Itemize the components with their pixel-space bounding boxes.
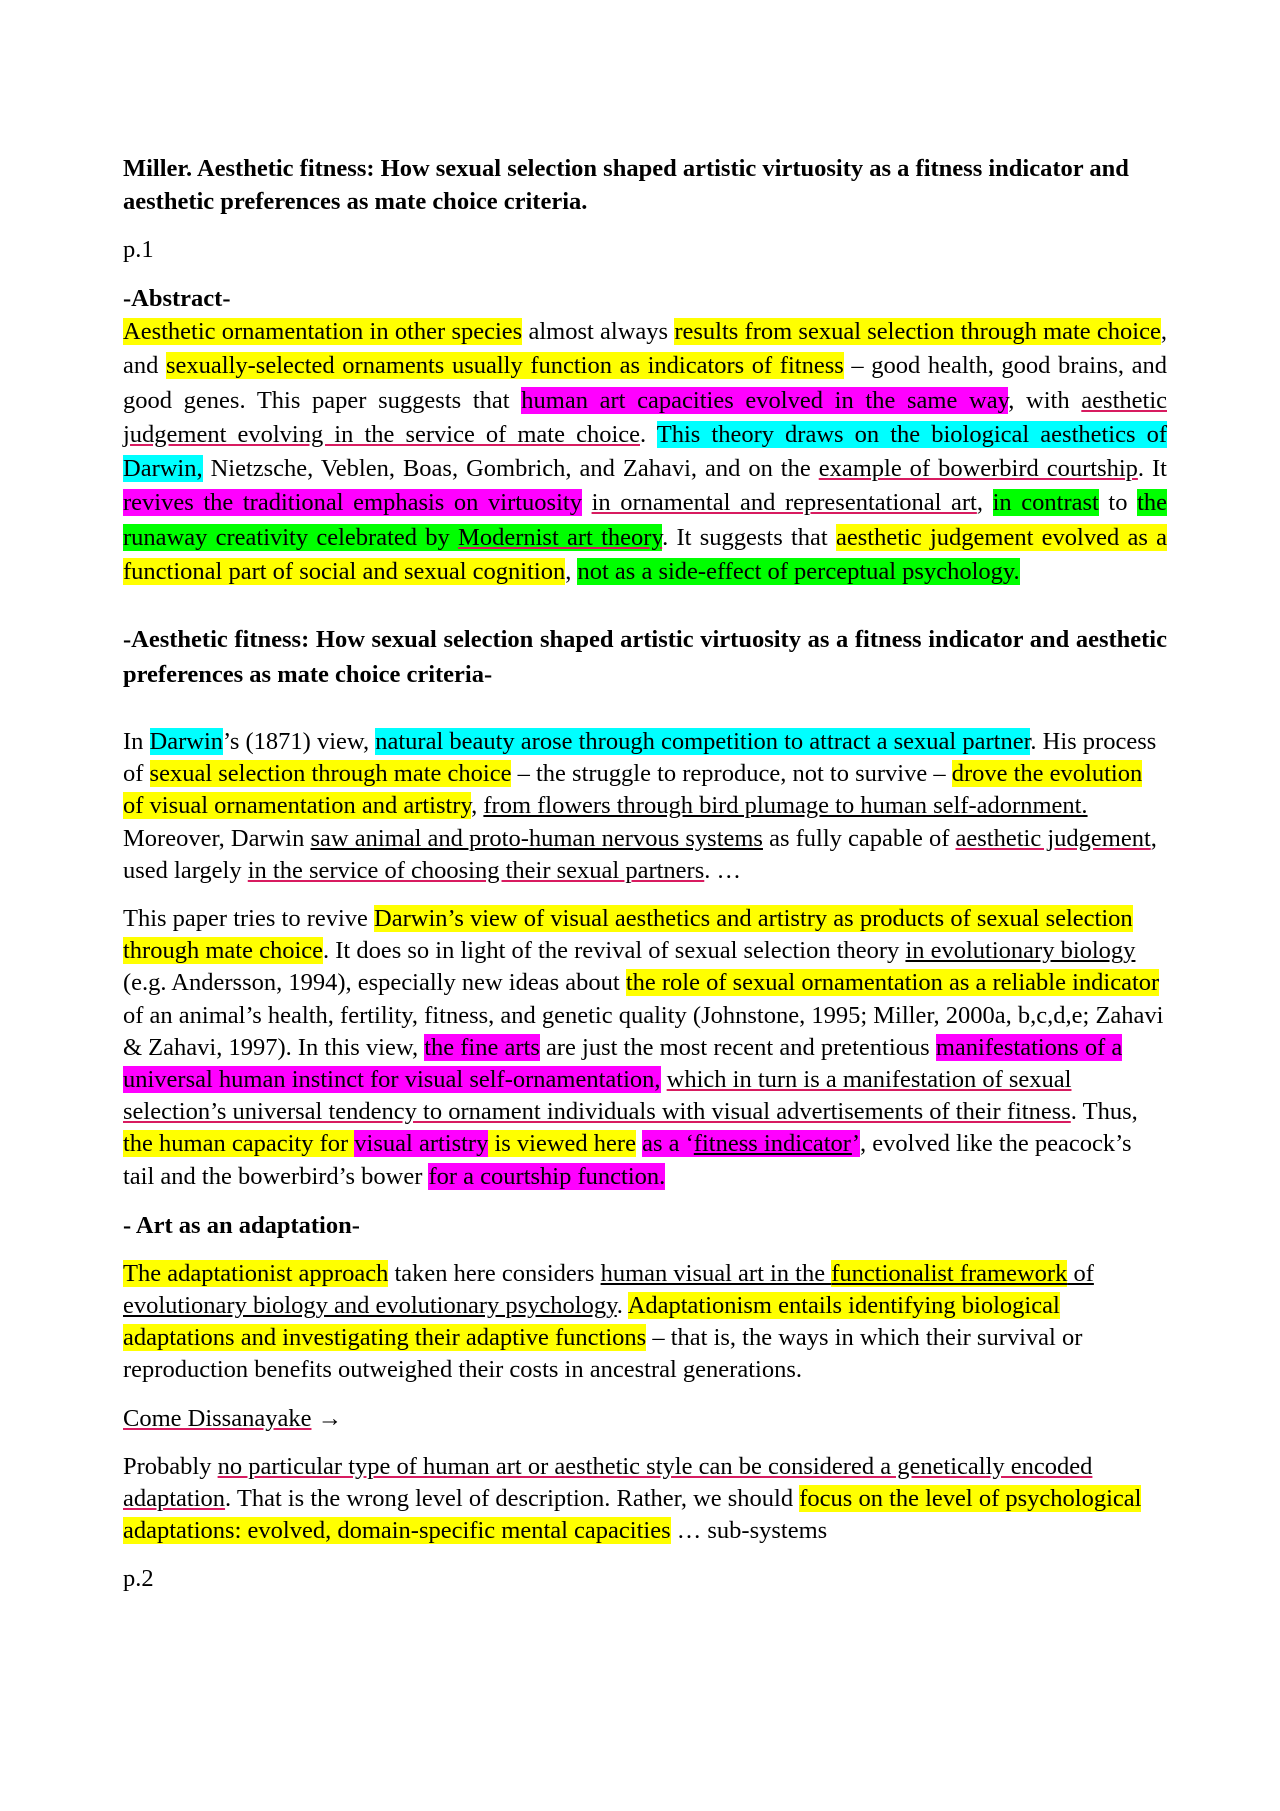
underline-black: saw animal and proto-human nervous systems — [310, 824, 763, 852]
underline-pink: no particular type of human art or aesthetic style can be considered a genetically encoded adaptation — [123, 1452, 1093, 1513]
abstract-heading: -Abstract- — [123, 285, 231, 312]
underline-pink: aesthetic judgement evolving in the service of mate choice — [123, 386, 1167, 448]
underline-pink: which in turn is a manifestation of sexual selection’s universal tendency to ornament individuals with visual advertisements of their fitness — [123, 1066, 1072, 1126]
text-run: . That is the wrong level of description. Rather, we should — [225, 1485, 800, 1513]
text-run: . His process of — [123, 727, 1157, 788]
underline-pink: Come Dissanayake — [123, 1404, 312, 1432]
highlight-yellow: the role of sexual ornamentation as a reliable indicator — [625, 969, 1160, 997]
highlight-yellow: aesthetic judgement evolved as a functional part of social and sexual cognition — [123, 523, 1167, 586]
paragraph-probably — [123, 1451, 1167, 1548]
text-run: . Thus, — [1070, 1098, 1138, 1126]
underline-pink: in ornamental and representational art — [591, 489, 977, 517]
text-run: . It — [1137, 455, 1167, 483]
text-run: the human capacity for — [123, 1130, 355, 1158]
text-run: Probably — [123, 1452, 218, 1480]
highlight-green: in contrast — [992, 489, 1099, 517]
text-run: . It does so in light of the revival of sexual selection theory — [323, 937, 906, 965]
highlight-yellow: sexual selection through mate choice — [149, 760, 512, 788]
highlight-yellow: The adaptationist approach — [123, 1259, 389, 1287]
underline-black: fitness indicator — [693, 1130, 852, 1158]
text-run: – the struggle to reproduce, not to survive – — [511, 760, 952, 788]
text-run: of evolutionary biology and evolutionary psychology — [123, 1259, 1094, 1320]
text-run: as fully capable of — [762, 824, 956, 852]
text-run: , — [976, 489, 993, 517]
highlight-cyan: Darwin — [149, 727, 224, 755]
text-run: This paper tries to revive — [123, 904, 375, 932]
underline-pink: in the service of choosing their sexual partners — [247, 856, 705, 884]
text-run: taken here considers — [388, 1259, 601, 1287]
text-run: … sub-systems — [670, 1517, 828, 1545]
highlight-yellow: Darwin’s view of visual aesthetics and artistry as products of sexual selection through mate choice — [123, 904, 1133, 965]
text-run: , with — [1008, 386, 1082, 414]
text-run: – that is, the ways in which their survival or reproduction benefits outweighed their costs in ancestral generations. — [123, 1324, 1083, 1384]
highlight-yellow: results from sexual selection through mate choice — [674, 318, 1161, 345]
text-run: Nietzsche, Veblen, Boas, Gombrich, and Zahavi, and on the — [202, 455, 819, 483]
text-run: almost always — [522, 318, 675, 345]
underline-pink: aesthetic judgement — [955, 824, 1151, 852]
text-run: , and — [123, 318, 1167, 380]
document-content — [123, 152, 1167, 1595]
text-run: . — [640, 420, 657, 448]
highlight-magenta: for a courtship function. — [428, 1162, 666, 1190]
text-run: In — [123, 727, 150, 755]
highlight-yellow: focus on the level of psychological adaptations: evolved, domain-specific mental capacities — [123, 1485, 1142, 1545]
underline-black: from flowers through bird plumage to human self-adornment. — [483, 792, 1088, 820]
art-adaptation-heading: - Art as an adaptation- — [123, 1211, 360, 1239]
text-run: as a ‘ — [642, 1130, 694, 1158]
paragraph-adaptationist — [123, 1258, 1167, 1387]
underline-pink: example of bowerbird courtship — [818, 455, 1138, 483]
highlight-green: not as a side-effect of perceptual psychology. — [577, 558, 1020, 586]
underline-black: in evolutionary biology — [905, 937, 1136, 965]
highlight-yellow: drove the evolution of visual ornamentation and artistry — [123, 760, 1143, 820]
page-label-2: p.2 — [123, 1565, 154, 1593]
highlight-yellow: functionalist framework — [831, 1259, 1068, 1287]
highlight-magenta: human art capacities evolved in the same way — [521, 386, 1009, 414]
text-run: – good health, good brains, and good genes. This paper suggests that — [123, 352, 1168, 414]
page-label-1: p.1 — [123, 236, 154, 263]
highlight-magenta: visual artistry — [354, 1130, 489, 1158]
text-run — [582, 489, 592, 516]
document-title: Miller. Aesthetic fitness: How sexual selection shaped artistic virtuosity as a fitness indicator and aesthetic preferences as mate choice criteria. — [123, 155, 1129, 215]
text-run: is viewed here — [488, 1130, 636, 1158]
text-run: the runaway creativity celebrated by — [123, 489, 1168, 551]
highlight-cyan: natural beauty arose through competition to attract a sexual partner — [375, 727, 1031, 755]
abstract-paragraph — [123, 315, 1167, 589]
highlight-magenta — [642, 1130, 860, 1157]
main-heading: -Aesthetic fitness: How sexual selection shaped artistic virtuosity as a fitness indicator and aesthetic preferences as mate choice criteria- — [123, 626, 1167, 688]
text-run: (e.g. Andersson, 1994), especially new ideas about — [123, 969, 626, 997]
highlight-yellow: Adaptationism entails identifying biological adaptations and investigating their adaptive functions — [123, 1292, 1060, 1352]
text-run: . — [616, 1292, 628, 1320]
highlight-cyan: This theory draws on the biological aesthetics of Darwin, — [123, 420, 1168, 483]
highlight-magenta: the fine arts — [424, 1033, 540, 1061]
text-run: , used largely — [123, 824, 1157, 884]
text-run: . … — [704, 856, 742, 884]
highlight-yellow: Aesthetic ornamentation in other species — [123, 318, 523, 345]
paragraph-revive — [123, 903, 1167, 1193]
highlight-yellow: sexually-selected ornaments usually function as indicators of fitness — [165, 352, 844, 380]
note-dissanayake — [123, 1403, 1167, 1435]
text-run: human visual art in the — [600, 1259, 832, 1287]
highlight-yellow — [123, 1130, 636, 1157]
underline-pink: Modernist art theory — [458, 523, 663, 551]
text-run: ’ — [851, 1130, 861, 1158]
text-run: . It suggests that — [662, 523, 836, 551]
highlight-magenta: manifestations of a universal human instinct for visual self-ornamentation, — [123, 1033, 1123, 1093]
arrow-right-icon: → — [311, 1404, 343, 1432]
text-run: Moreover, Darwin — [123, 824, 311, 852]
text-run: , — [565, 558, 578, 586]
highlight-magenta: revives the traditional emphasis on virtuosity — [123, 489, 582, 517]
paragraph-darwin — [123, 726, 1167, 887]
text-run: , evolved like the peacock’s tail and the bowerbird’s bower — [123, 1130, 1132, 1190]
text-run: ’s (1871) view, — [223, 727, 376, 755]
text-run: to — [1098, 489, 1138, 517]
text-run: are just the most recent and pretentious — [539, 1033, 936, 1061]
text-run: , — [471, 792, 484, 820]
text-run: of an animal’s health, fertility, fitness, and genetic quality (Johnstone, 1995; Miller, 2000a, b,c,d,e; Zahavi & Zahavi, 1997). In this view, — [123, 1001, 1164, 1061]
